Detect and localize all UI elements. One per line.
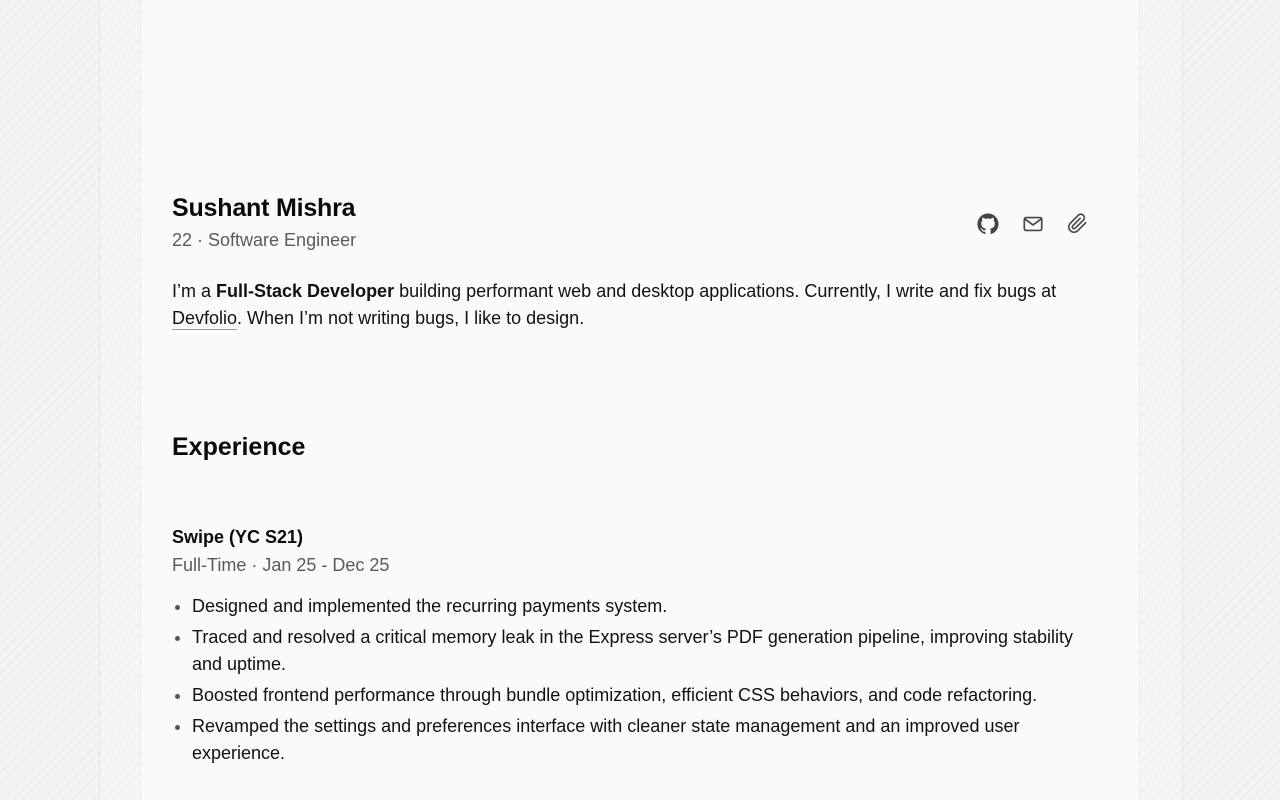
experience-heading: Experience xyxy=(172,433,306,461)
job-bullet: • Traced and resolved a critical memory leak in the Express server’s PDF generation pipeline, improving stability and uptime. xyxy=(192,624,1087,678)
email-link[interactable] xyxy=(1021,212,1044,235)
job-bullet: • Boosted frontend performance through bundle optimization, efficient CSS behaviors, and code refactoring. xyxy=(192,682,1087,709)
profile-subtitle: 22 · Software Engineer xyxy=(172,230,357,250)
job-bullets xyxy=(172,593,1087,771)
paperclip-icon xyxy=(1067,213,1088,234)
job-bullet: • Designed and implemented the recurring payments system. xyxy=(192,593,1087,620)
mail-icon xyxy=(1022,213,1044,235)
github-icon xyxy=(977,213,999,235)
content-card xyxy=(140,0,1140,800)
github-link[interactable] xyxy=(976,212,999,235)
devfolio-link[interactable]: Devfolio xyxy=(172,308,238,328)
job-company: Swipe (YC S21) xyxy=(172,527,304,547)
job-period: Full-Time · Jan 25 - Dec 25 xyxy=(172,555,390,575)
job-bullet: • Revamped the settings and preferences interface with cleaner state management and an improved user experience. xyxy=(192,713,1087,767)
bio-text-3: . When I’m not writing bugs, I like to design. xyxy=(237,308,585,328)
social-links xyxy=(976,212,1089,235)
bio-text-1: I’m a xyxy=(172,281,217,301)
resume-link[interactable] xyxy=(1066,212,1089,235)
bio-text-2: building performant web and desktop applications. Currently, I write and fix bugs at xyxy=(394,281,1057,301)
profile-name: Sushant Mishra xyxy=(172,194,356,222)
bio-paragraph xyxy=(172,278,1087,332)
bio-role: Full-Stack Developer xyxy=(216,281,395,301)
